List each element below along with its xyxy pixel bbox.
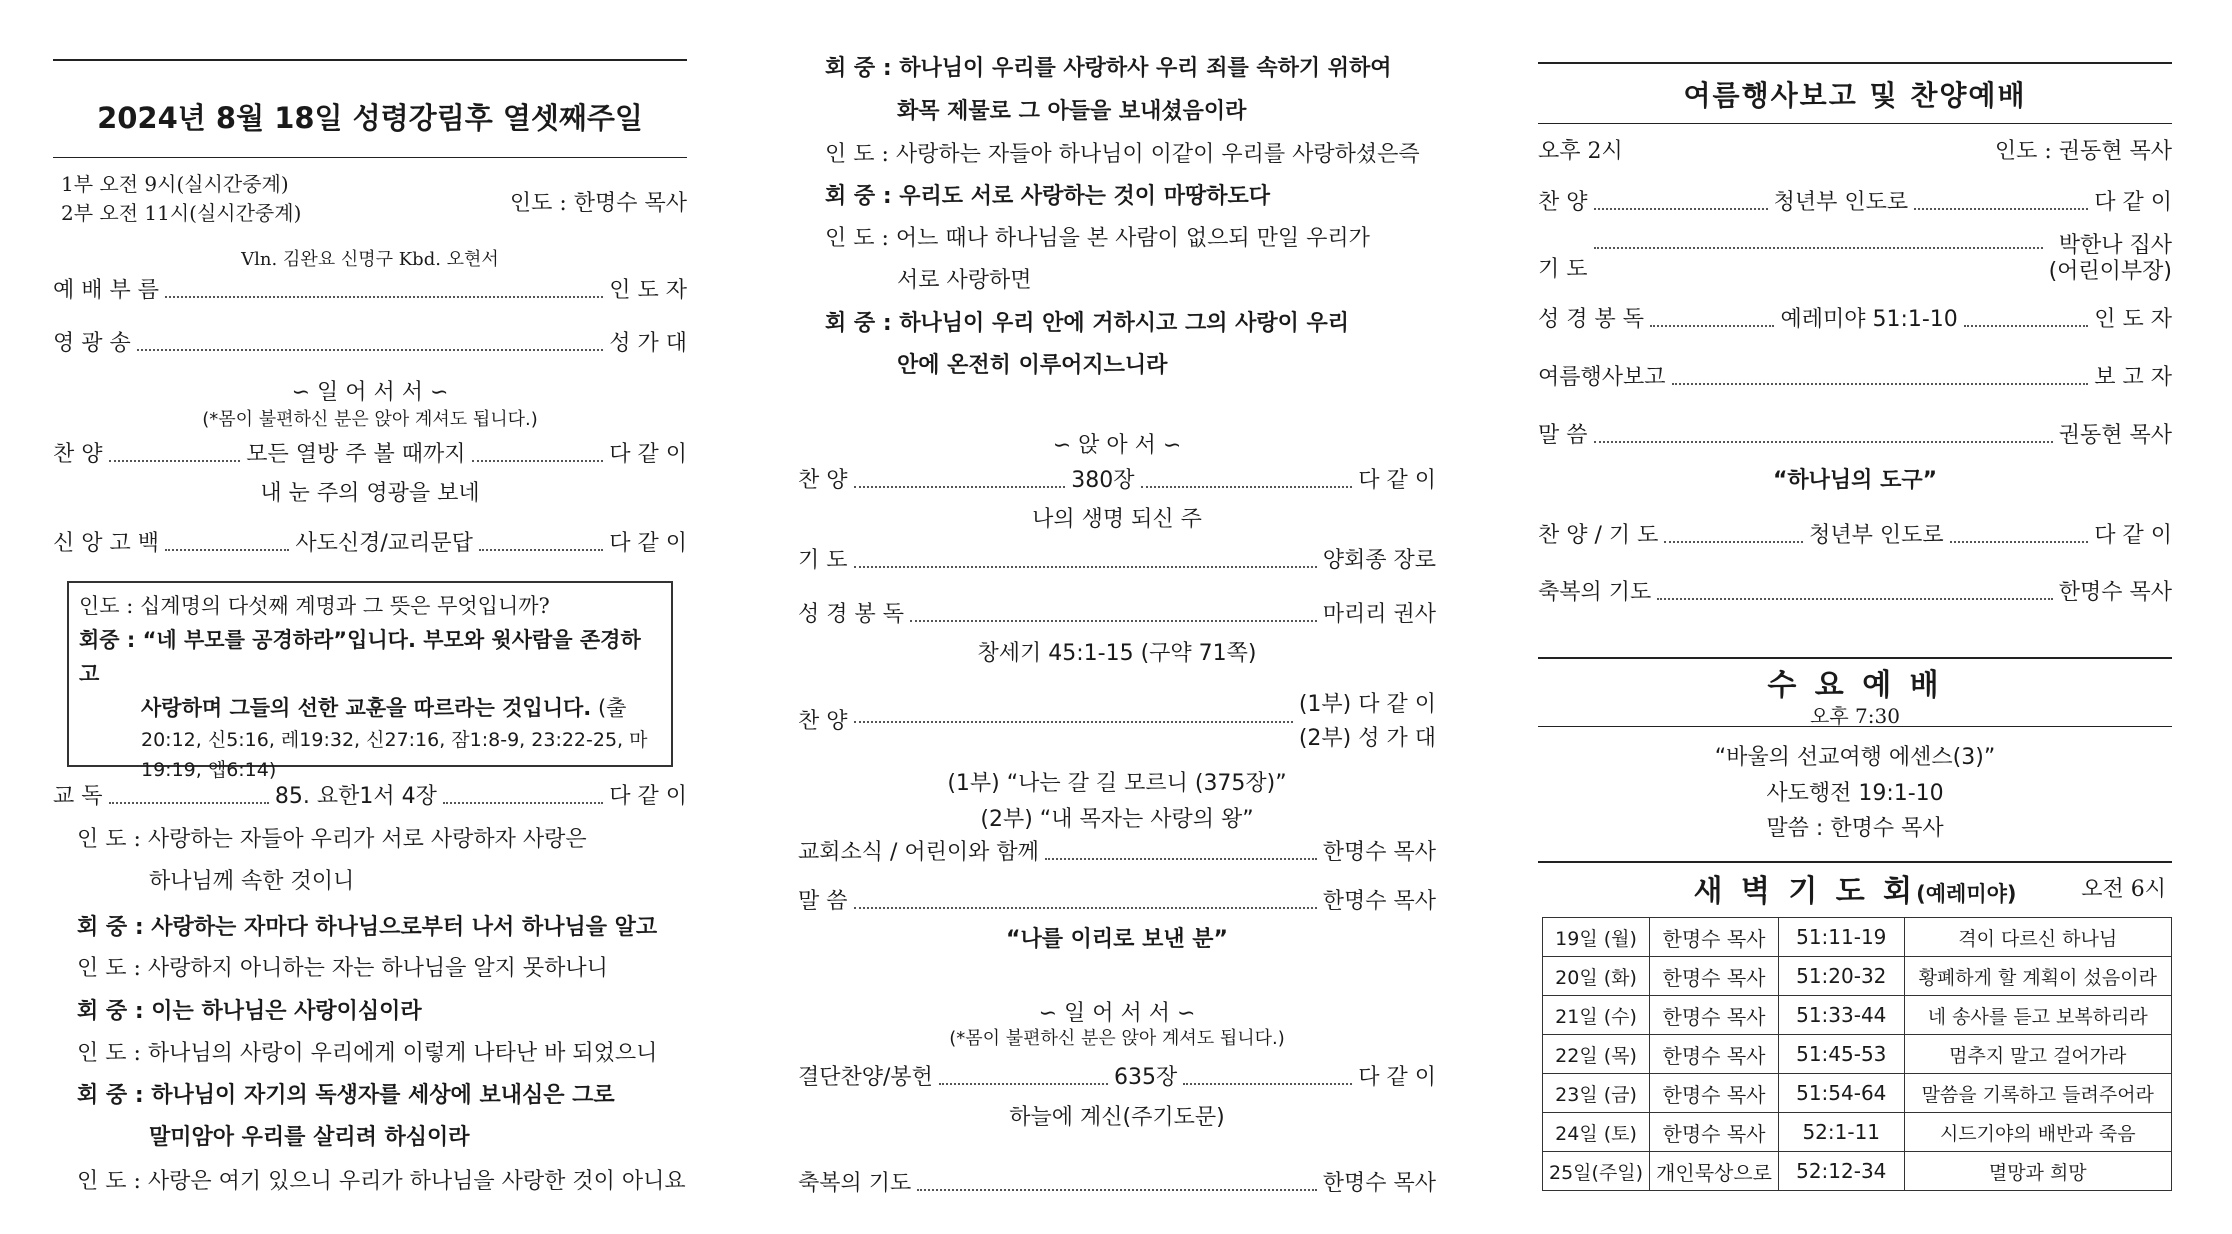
summer-order-report [1538,363,2172,393]
order-leader: 다 같 이 [1358,468,1436,493]
dawn-date: 20일 (화) [1543,957,1650,996]
catechism-question: 인도 : 십계명의 다섯째 계명과 그 뜻은 무엇입니까? [79,594,550,618]
stand-note: (*몸이 불편하신 분은 앉아 계셔도 됩니다.) [949,1028,1285,1049]
scripture-text: 창세기 45:1-15 (구약 71쪽) [977,641,1257,666]
order-leader: 한명수 목사 [2058,580,2172,605]
dawn-passage: 51:11-19 [1779,918,1905,957]
order-label: 축복의 기도 [798,1171,912,1196]
wed-rule [1538,726,2172,727]
order-leader: 다 같 이 [2094,523,2173,548]
order-label: 찬 양 / 기 도 [1538,523,1659,548]
order-sermon [798,887,1436,917]
order-label: 예 배 부 름 [53,278,159,303]
order-leader: (2부) 성 가 대 [1298,726,1436,751]
wed-top-rule [1538,657,2172,659]
dawn-passage: 51:45-53 [1779,1035,1905,1074]
reading-line: 회 중 : 하나님이 우리 안에 거하시고 그의 사랑이 우리 [825,311,1350,336]
order-label: 교회소식 / 어린이와 함께 [798,840,1039,865]
order-leader: 한명수 목사 [1322,840,1436,865]
order-leader: 다 같 이 [609,784,688,809]
order-choir [798,688,1436,756]
order-middle: 청년부 인도로 [1773,190,1909,215]
order-label: 교 독 [53,784,103,809]
wed-series: “바울의 선교여행 에센스(3)” [1714,745,1996,770]
table-row [1543,1113,2172,1152]
order-middle: 635장 [1113,1065,1178,1090]
dawn-preacher: 개인묵상으로 [1650,1152,1779,1191]
order-leader: 인 도 자 [2094,307,2172,332]
order-prayer [798,546,1436,576]
dawn-subtitle: (예레미야) [1916,882,2017,906]
order-label: 찬 양 [53,442,103,467]
offering-title: 하늘에 계신(주기도문) [1009,1105,1225,1130]
dawn-preacher: 한명수 목사 [1650,957,1779,996]
order-leader: 권동현 목사 [2058,423,2172,448]
order-gloria [53,329,687,359]
dawn-date: 19일 (월) [1543,918,1650,957]
order-hymn [798,466,1436,496]
order-benediction [798,1169,1436,1199]
summer-order-prayer [1538,233,2172,285]
order-responsive-reading [53,782,687,812]
table-row [1543,1074,2172,1113]
top-rule [53,59,687,61]
order-label: 성 경 봉 독 [798,602,904,627]
catechism-answer-2: 사랑하며 그들의 선한 교훈을 따르라는 것입니다. [141,696,592,720]
order-leader: 다 같 이 [2094,190,2173,215]
reading-line: 인 도 : 사랑하는 자들아 우리가 서로 사랑하자 사랑은 [77,827,587,852]
order-middle: 예레미야 51:1-10 [1780,307,1958,332]
reading-line: 안에 온전히 이루어지느니라 [897,353,1168,378]
order-call-to-worship [53,276,687,306]
table-row [1543,957,2172,996]
summer-title-rule [1538,123,2172,124]
summer-time: 오후 2시 [1538,139,1623,164]
order-leader: 한명수 목사 [1322,1171,1436,1196]
summer-top-rule [1538,62,2172,64]
summer-order-benediction [1538,578,2172,608]
order-middle: 380장 [1071,468,1135,493]
order-label: 말 씀 [798,889,848,914]
dawn-preacher: 한명수 목사 [1650,918,1779,957]
title-rule [53,157,687,158]
order-label: 기 도 [1538,257,1588,282]
dawn-top-rule [1538,861,2172,863]
wed-speaker: 말씀 : 한명수 목사 [1766,816,1944,841]
summer-order-praise-prayer [1538,521,2172,551]
order-label: 말 씀 [1538,423,1588,448]
service-2: 2부 오전 11시(실시간중계) [61,201,302,225]
order-leader: 한명수 목사 [1322,889,1436,914]
catechism-ref-2: 20:12, 신5:16, 레19:32, 신27:16, 잠1:8-9, 23:22-25, 마 [141,729,648,751]
dawn-time: 오전 6시 [2081,877,2166,902]
dawn-schedule-table [1542,917,2172,1191]
table-row [1543,996,2172,1035]
order-label: 기 도 [798,548,848,573]
summer-sermon-title: “하나님의 도구” [1772,468,1938,493]
order-leader: 인 도 자 [609,278,687,303]
dawn-passage: 51:33-44 [1779,996,1905,1035]
summer-leader: 인도 : 권동현 목사 [1994,139,2172,164]
dawn-sermon-title: 황폐하게 할 계획이 섰음이라 [1904,957,2172,996]
order-label: 축복의 기도 [1538,580,1652,605]
dawn-sermon-title: 네 송사를 듣고 보복하리라 [1904,996,2172,1035]
order-leader: (1부) 다 같 이 [1298,692,1436,717]
table-row [1543,918,2172,957]
hymn-title: 나의 생명 되신 주 [1032,507,1202,532]
order-label: 찬 양 [1538,190,1588,215]
order-leader: 박한나 집사 [2058,233,2172,258]
dawn-title: 새 벽 기 도 회 [1693,874,1917,909]
order-label: 결단찬양/봉헌 [798,1065,933,1090]
order-scripture [798,600,1436,630]
order-church-news [798,838,1436,868]
order-middle: 사도신경/교리문답 [295,531,473,556]
order-leader-note: (어린이부장) [2048,259,2172,284]
stand-instruction: ∽ 일 어 서 서 ∽ [1038,1001,1196,1026]
order-leader: 성 가 대 [609,331,687,356]
order-hymn [53,440,687,470]
table-row [1543,1152,2172,1191]
reading-line: 인 도 : 사랑하는 자들아 하나님이 이같이 우리를 사랑하셨은즉 [825,142,1420,167]
dawn-preacher: 한명수 목사 [1650,1035,1779,1074]
dawn-date: 21일 (수) [1543,996,1650,1035]
order-offering [798,1063,1436,1093]
catechism-ref-1: (출 [591,696,627,720]
catechism-answer-1: “네 부모를 공경하라”입니다. 부모와 윗사람을 존경하고 [79,628,641,686]
order-leader: 다 같 이 [609,442,687,467]
dawn-date: 24일 (토) [1543,1113,1650,1152]
stand-note: (*몸이 불편하신 분은 앉아 계셔도 됩니다.) [202,409,538,430]
dawn-date: 25일(주일) [1543,1152,1650,1191]
order-label: 성 경 봉 독 [1538,307,1644,332]
order-creed [53,529,687,559]
wed-time: 오후 7:30 [1810,704,1900,728]
dawn-preacher: 한명수 목사 [1650,996,1779,1035]
reading-line: 회 중 : 우리도 서로 사랑하는 것이 마땅하도다 [825,184,1270,209]
order-label: 찬 양 [798,468,848,493]
reading-line: 회 중 : 하나님이 자기의 독생자를 세상에 보내심은 그로 [77,1083,615,1108]
service-1: 1부 오전 9시(실시간중계) [61,172,289,196]
order-label: 여름행사보고 [1538,365,1666,390]
stand-instruction: ∽ 일 어 서 서 ∽ [291,380,449,405]
order-label: 찬 양 [798,709,848,734]
reading-line: 인 도 : 하나님의 사랑이 우리에게 이렇게 나타난 바 되었으니 [77,1041,658,1066]
table-row [1543,1035,2172,1074]
dawn-passage: 51:20-32 [1779,957,1905,996]
choir-song-1: (1부) “나는 갈 길 모르니 (375장)” [947,771,1287,796]
choir-song-2: (2부) “내 목자는 사랑의 왕” [980,807,1254,832]
order-middle: 모든 열방 주 볼 때까지 [246,442,466,467]
dawn-preacher: 한명수 목사 [1650,1074,1779,1113]
reading-line: 서로 사랑하면 [897,268,1032,293]
dawn-passage: 52:1-11 [1779,1113,1905,1152]
dawn-date: 23일 (금) [1543,1074,1650,1113]
summer-order-sermon [1538,421,2172,451]
order-label: 영 광 송 [53,331,131,356]
dawn-passage: 51:54-64 [1779,1074,1905,1113]
reading-line: 회 중 : 하나님이 우리를 사랑하사 우리 죄를 속하기 위하여 [825,56,1392,81]
dawn-date: 22일 (목) [1543,1035,1650,1074]
sermon-title: “나를 이리로 보낸 분” [1006,927,1228,952]
summer-order-scripture [1538,305,2172,335]
dawn-sermon-title: 멸망과 희망 [1904,1152,2172,1191]
musicians: Vln. 김완요 신명구 Kbd. 오현서 [241,249,499,270]
dawn-sermon-title: 말씀을 기록하고 들려주어라 [1904,1074,2172,1113]
hymn-title-line2: 내 눈 주의 영광을 보네 [260,481,480,506]
dawn-sermon-title: 멈추지 말고 걸어가라 [1904,1035,2172,1074]
leader-info: 인도 : 한명수 목사 [509,191,687,216]
reading-line: 하나님께 속한 것이니 [149,869,355,894]
wed-service-title: 수 요 예 배 [1767,668,1943,703]
dawn-sermon-title: 격이 다르신 하나님 [1904,918,2172,957]
order-leader: 양회종 장로 [1322,548,1436,573]
catechism-answer-label: 회중 : [79,628,143,652]
catechism-ref-3: 19:19, 엡6:14) [141,759,277,781]
order-middle: 85. 요한1서 4장 [274,784,437,809]
order-middle: 청년부 인도로 [1809,523,1944,548]
catechism-box [67,581,673,781]
order-leader: 다 같 이 [1358,1065,1436,1090]
dawn-passage: 52:12-34 [1779,1152,1905,1191]
order-leader: 마리리 권사 [1322,602,1436,627]
reading-line: 인 도 : 사랑하지 아니하는 자는 하나님을 알지 못하나니 [77,956,608,981]
reading-line: 회 중 : 이는 하나님은 사랑이심이라 [77,999,422,1024]
order-label: 신 앙 고 백 [53,531,159,556]
page-title: 2024년 8월 18일 성령강림후 열셋째주일 [97,101,643,135]
order-leader: 보 고 자 [2094,365,2172,390]
order-leader: 다 같 이 [609,531,687,556]
sit-instruction: ∽ 앉 아 서 ∽ [1052,433,1182,458]
reading-line: 회 중 : 사랑하는 자마다 하나님으로부터 나서 하나님을 알고 [77,915,658,940]
reading-line: 말미암아 우리를 살리려 하심이라 [149,1125,470,1150]
summer-order-hymn [1538,188,2172,218]
dawn-header [1538,866,2172,909]
reading-line: 인 도 : 어느 때나 하나님을 본 사람이 없으되 만일 우리가 [825,226,1370,251]
summer-service-title: 여름행사보고 및 찬양예배 [1683,79,2027,112]
dawn-preacher: 한명수 목사 [1650,1113,1779,1152]
dawn-sermon-title: 시드기야의 배반과 죽음 [1904,1113,2172,1152]
reading-line: 인 도 : 사랑은 여기 있으니 우리가 하나님을 사랑한 것이 아니요 [77,1169,686,1194]
reading-line: 화목 제물로 그 아들을 보내셨음이라 [897,99,1247,124]
wed-scripture: 사도행전 19:1-10 [1766,781,1944,806]
